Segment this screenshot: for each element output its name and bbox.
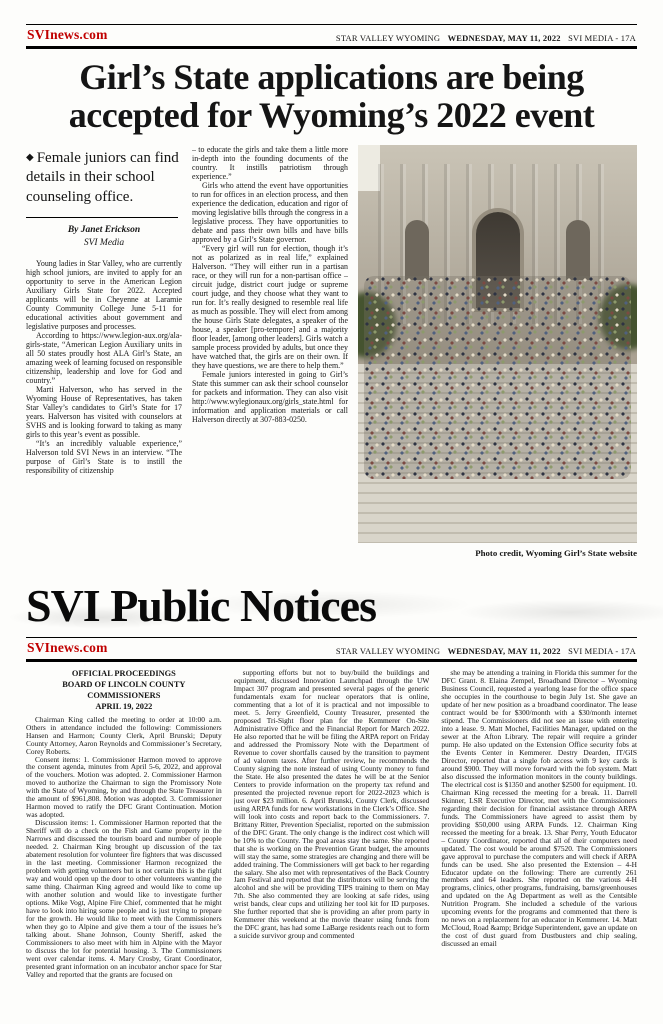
byline-divider bbox=[26, 217, 178, 218]
public-notices-banner bbox=[0, 581, 663, 633]
article-paragraph: – to educate the girls and take them a little more in-depth into the founding documents of the country. It instills patriotism through experience.” bbox=[192, 144, 348, 181]
girls-state-group-photo bbox=[358, 145, 637, 543]
byline bbox=[26, 224, 182, 250]
dateline-date: WEDNESDAY, MAY 11, 2022 bbox=[447, 33, 561, 43]
diamond-bullet-icon: ◆ bbox=[26, 151, 34, 163]
dateline-date: WEDNESDAY, MAY 11, 2022 bbox=[447, 645, 561, 656]
site-name: SVInews.com bbox=[27, 27, 108, 42]
article-paragraph: Marti Halverson, who has served in the Wyoming House of Representatives, has taken Star Valley’s candidates to Girl’s State for 17 years. Halverson has visited with counselors at SVHS and is looking forward to taking as many girls to this year’s event as possible. bbox=[26, 384, 182, 439]
dateline-location: STAR VALLEY WYOMING bbox=[335, 645, 441, 656]
article-paragraph: Female juniors interested in going to Girl’s State this summer can ask their school counselor for packets and information. They can also visit http://www.wylegionaux.org/girls_state.html for information and application materials or call Halverson directly at 307-883-0250. bbox=[192, 369, 348, 424]
article-paragraph: “Every girl will run for election, though it’s not as polarized as in real life,” explained Halverson. “They will either run in a partisan race, or they will run for a non-partisan office – circuit judge, district court judge or supreme court judge, and they choose what they want to run for. It’s really designed to resemble real life as much as possible. They will elect from among the house Girls State delegates, a speaker of the house, a speaker [pro-tempore] and a majority floor leader, [among other leaders]. Girls watch a sample process provided by adults, but once they have watched that, the girls are on their own. If they have questions, we are there to help them.” bbox=[192, 243, 348, 370]
article-paragraph: According to https://www.legion-aux.org/ala-girls-state, “American Legion Auxiliary units in all 50 states proudly host ALA Girl’s State, an amazing week of learning focused on responsible citizenship, leadership and love for God and country.” bbox=[26, 330, 182, 385]
dateline-notices bbox=[331, 646, 636, 656]
article-column-2 bbox=[192, 145, 348, 575]
proceedings-heading-date: APRIL 19, 2022 bbox=[95, 701, 153, 711]
byline-author: By Janet Erickson bbox=[67, 224, 141, 235]
photo-crowd bbox=[364, 276, 631, 479]
proceedings-column-2 bbox=[234, 669, 430, 1024]
masthead-top bbox=[26, 24, 637, 49]
proceedings-paragraph: Discussion items: 1. Commissioner Harmon reported that the Sheriff will do a check on the Fish and Game property in the Narrows and discussed the tourism board and number of people needed. 2. Chairman King brought up discussion of the tax abatement resolution for volunteer fire fighters that was discussed in the last meeting. Commissioner Harmon recognized the problem with getting volunteers but is not certain this is the right way and would open up the door to other volunteers wanting the same thing. Chairman King agreed and would like to come up with another solution and would like to investigate further options. Mike Vogt, Alpine Fire Chief, commented that he might have to look into hiring some people and is just trying to prepare for the growth. He would like to meet with the Commissioners when they go to Alpine and give them a tour of the issues he’s talking about. Shane Johnson, County Sheriff, asked the Commissioners to also meet with him in Alpine with the Mayor to discuss the lot for potential housing. 3. The Commissioners went over calendar items. 4. Mary Crosby, Grant Coordinator, presented grant information on an incubator anchor space for Star Valley and reported that the grants are focused on bbox=[26, 818, 222, 980]
official-proceedings bbox=[26, 669, 637, 1024]
site-name: SVInews.com bbox=[27, 639, 108, 655]
photo-window-right bbox=[566, 220, 590, 280]
article-paragraph: Young ladies in Star Valley, who are currently high school juniors, are invited to apply for an opportunity to serve in the American Legion Auxiliary Girls State for 2022. Accepted applicants will be in Cheyenne at Laramie County Community College June 5-11 for educational activities about government and legislative purposes and processes. bbox=[26, 258, 182, 331]
proceedings-column-1 bbox=[26, 669, 222, 1024]
proceedings-paragraph: supporting efforts but not to buy/build the buildings and equipment, discussed Innovation Launchpad through the UW Impact 307 program and presented several pages of the generic fundamentals exam for nuclear operators that is online, commenting that a lot of it is practical and not impossible to meet. 5. Jerry Greenfield, County Treasurer, presented the proposed Tri-Sight floor plan for the Kemmerer On-Site Administrative Office and the Financial Report for March 2022. He also reported that he will be filing the ARPA report on Friday and addressed the Promissory Note with the Department of Revenue to cover shortfalls caused by the transition to payment of ad valorem taxes. After further review, he recommends the County signing the note instead of using County money to fund the State. He also presented the dates he will be at the Senior Centers to provide information on the property tax refund and presented the projected revenue report for 2022-2023 which is just over $23 million. 6. April Brunski, County Clerk, discussed using ARPA funds for new workstations in the Clerk’s Office. She will look into costs and report back to the Commissioners. 7. Brittany Ritter, Prevention Specialist, reported on the submission of the DFC Grant. The only change is the indirect cost which will be 10% to the County. The goal areas stay the same. She reported that she is working on the Prevention Grant budget, the amounts will stay the same, some strategies are changing and there will be added training. The Commissioners will get back to her regarding the salary. She also met with representatives of the Back Country Jam Festival and reported that the distributors will be serving the alcohol and she will be providing TIPS training to them on May 7th. She also commented they are looking at safe rides, using wrist bands, clear cups and utilizing her tool kit for ID purposes. She further reported that she is providing an after prom party in Kemmerer this weekend at the movie theater using funds from the DFC grant, has had some LaBarge residents reach out to form a suicide survivor group and commented bbox=[233, 668, 430, 941]
standfirst-text: Female juniors can find details in their school counseling office. bbox=[26, 149, 179, 206]
dateline-edition: SVI MEDIA - 17A bbox=[568, 645, 636, 656]
proceedings-paragraph: she may be attending a training in Florida this summer for the DFC Grant. 8. Elaina Zempel, Broadband Director – Wyoming Business Council, requested a yearlong lease for the office space she occupies in the courthouse to begin July 1st. She gave an update of her new position as a broadband coordinator. The lease contract would be for $300/month with a $30/month internet stipend. The Commissioners did not see an issue with entering into a lease. 9. Matt Mochel, Facilities Manager, updated on the sewer at the Afton Library. The repair will require a grinder pump. He also updated on the Extension Office security fobs at the Events Center in Kemmerer. Destry Dearden, IT/GIS Director, reported that a single fob access with 9 key cards is around $900. They will move forward with the fob system. Matt also discussed the information monitors in the county buildings. The electrical cost is $1350 and another $2500 for equipment. 10. Chairman King recessed the meeting for a break. 11. Darrell Skinner, LSR Executive Director, met with the Commissioners regarding their decision for financial assistance through ARPA funds. The Commissioners have agreed to assist them by providing $50,000 using ARPA Funds. 12. Chairman King recessed the meeting for a break. 13. Shar Perry, Youth Educator – County Coordinator, reported that all of their computers need updated. The cost would be around $7520. The Commissioners gave approval to purchase the computers and will check if ARPA funds can be used. She also presented the Extension – 4-H Educator update on the following: There are currently 261 members and 64 leaders. She reported on the various 4-H programs, clinics, other programs, fundraising, barns/greenhouses and updated on the Ag Department as well as the Centsible Nutrition Program. She included a schedule of the various upcoming events for the programs and commented that there is no news on a replacement for an educator in Kemmerer. 14. Matt McCloud, Road &amp; Bridge Superintendent, gave an update on the cost of dust guard from Dustbusters and chip sealing, discussed an email bbox=[441, 668, 637, 949]
proceedings-paragraph: Chairman King called the meeting to order at 10:00 a.m. Others in attendance included the following: Commissioners Hansen and Harmon; County Clerk, April Brunski; Deputy County Attorney, Aaron Reynolds and Commissioner’s Secretary, Corey Roberts. bbox=[26, 714, 222, 756]
byline-org: SVI Media bbox=[83, 237, 125, 248]
public-notices-title: SVI Public Notices bbox=[26, 579, 376, 631]
proceedings-column-3 bbox=[441, 669, 637, 1024]
photo-figure bbox=[358, 145, 637, 575]
proceedings-heading-line: OFFICIAL PROCEEDINGS bbox=[71, 668, 176, 678]
dateline-top bbox=[331, 33, 636, 43]
dateline-location: STAR VALLEY WYOMING bbox=[335, 33, 441, 43]
photo-window-left bbox=[405, 220, 429, 280]
article-paragraph: “It’s an incredibly valuable experience,” Halverson told SVI News in an interview. “The purpose of Girl’s State is to instill the responsibility of citizenship bbox=[26, 438, 182, 475]
photo-caption: Photo credit, Wyoming Girl’s State website bbox=[475, 547, 637, 558]
article-paragraph: Girls who attend the event have opportunities to run for offices in an election process, and then experience the dedication, education and rigor of moving legislative bills through the congress in a legislative process. They have opportunities to debate and pass their own bills and have bills approved by a Girl’s State governor. bbox=[192, 180, 348, 244]
proceedings-paragraph: Consent items: 1. Commissioner Harmon moved to approve the consent agenda, minutes from April 5-6, 2022, and approval of the vouchers. Motion was adopted. 2. Commissioner Harmon moved to authorize the Chairman to sign the Promissory Note with the State of Wyoming, by and through the State Treasurer in the amount of $961,808. Motion was adopted. 3. Commissioner Harmon moved to ratify the DFC Grant Continuation. Motion was adopted. bbox=[26, 754, 222, 820]
proceedings-heading-line: BOARD OF LINCOLN COUNTY COMMISSIONERS bbox=[62, 679, 186, 700]
article-headline: Girl’s State applications are being accepted for Wyoming’s 2022 event bbox=[68, 57, 595, 135]
article-column-1 bbox=[26, 145, 182, 575]
masthead-notices bbox=[26, 637, 637, 662]
article-body bbox=[26, 145, 637, 575]
dateline-edition: SVI MEDIA - 17A bbox=[568, 33, 636, 43]
standfirst bbox=[26, 145, 182, 217]
